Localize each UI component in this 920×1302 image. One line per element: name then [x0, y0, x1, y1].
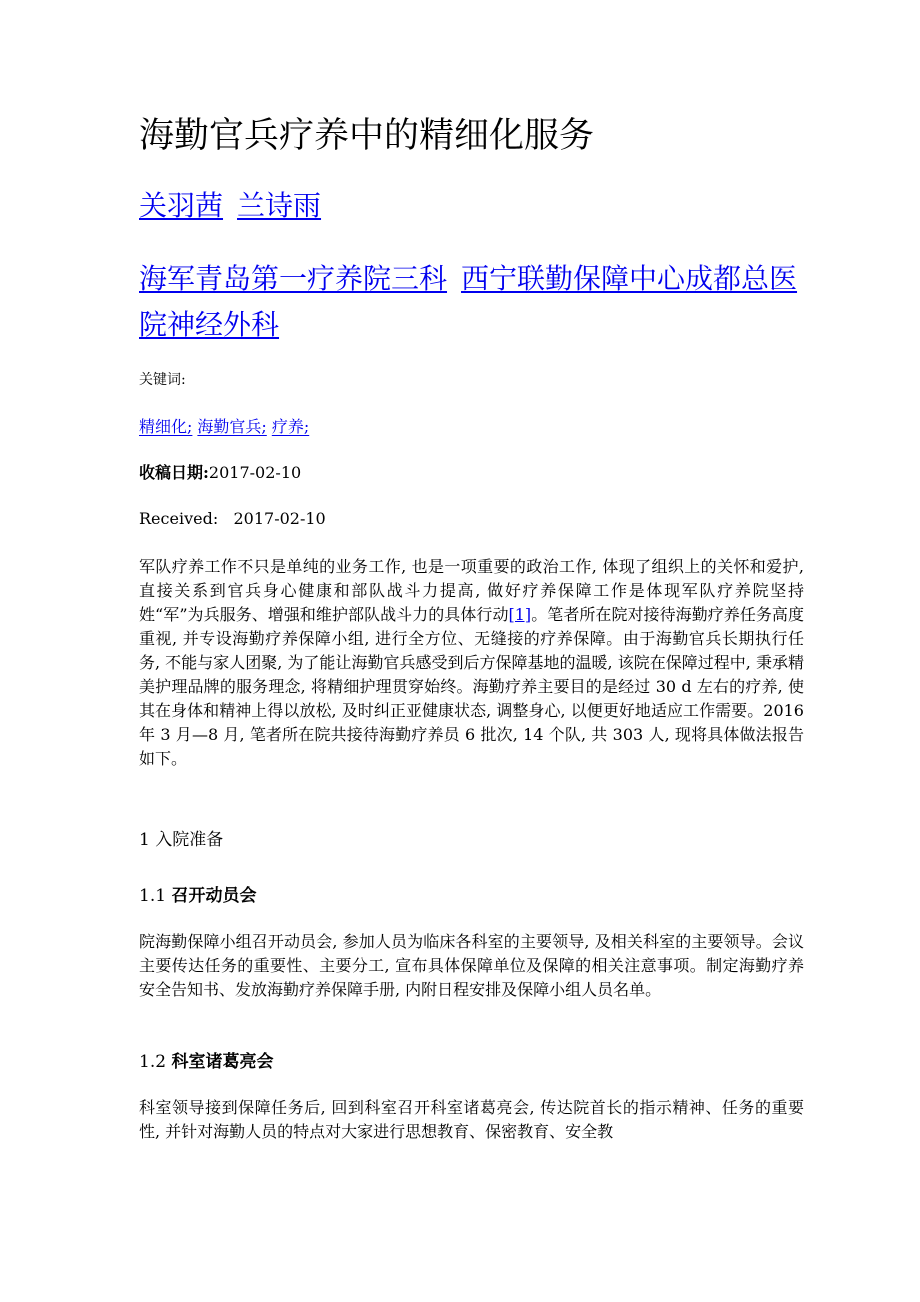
author-link[interactable]: 关羽茜	[139, 189, 224, 222]
intro-text-1: 军队疗养工作不只是单纯的业务工作, 也是一项重要的政治工作, 体现了组织上的关怀和爱护, 直接关系到官兵身心健康和部队战斗力提高, 做好疗养保障工作是体现军队疗养院坚持姓“军”为兵服务、增强和维护部队战斗力的具体行动	[139, 557, 804, 624]
intro-paragraph	[139, 555, 804, 771]
subsection-title: 召开动员会	[171, 886, 257, 906]
subsection-number: 1.1	[139, 886, 167, 906]
affiliation-list	[139, 256, 804, 348]
author-link[interactable]: 兰诗雨	[237, 189, 322, 222]
subsection-paragraph: 院海勤保障小组召开动员会, 参加人员为临床各科室的主要领导, 及相关科室的主要领导。会议主要传达任务的重要性、主要分工, 宣布具体保障单位及保障的相关注意事项。制定海勤疗养安全告知书、发放海勤疗养保障手册, 内附日程安排及保障小组人员名单。	[139, 932, 804, 999]
received-date-en	[139, 508, 326, 530]
received-date-cn-label: 收稿日期:	[139, 463, 209, 482]
subsection-heading	[139, 1050, 273, 1074]
keyword-link[interactable]: 精细化;	[139, 417, 193, 436]
subsection-title: 科室诸葛亮会	[171, 1052, 274, 1072]
intro-text-2: 。笔者所在院对接待海勤疗养任务高度重视, 并专设海勤疗养保障小组, 进行全方位、无缝接的疗养保障。由于海勤官兵长期执行任务, 不能与家人团聚, 为了能让海勤官兵感受到后方保障基地的温暖, 该院在保障过程中, 秉承精美护理品牌的服务理念, 将精细护理贯穿始终。海勤疗养主要目的是经过 30 d 左右的疗养, 使其在身体和精神上得以放松, 及时纠正亚健康状态, 调整身心, 以便更好地适应工作需要。2016 年 3 月—8 月, 笔者所在院共接待海勤疗养员 6 批次, 14 个队, 共 303 人, 现将具体做法报告如下。	[139, 605, 804, 768]
keywords-label: 关键词:	[139, 372, 186, 388]
article-title: 海勤官兵疗养中的精细化服务	[139, 116, 595, 156]
received-date-en-label: Received:	[139, 509, 219, 528]
received-date-en-value: 2017-02-10	[233, 509, 326, 528]
affiliation-link[interactable]: 西宁联勤保障中心成都总医院神经外科	[139, 262, 798, 341]
author-list	[139, 186, 321, 226]
received-date-cn	[139, 462, 301, 484]
subsection-number: 1.2	[139, 1052, 167, 1072]
keyword-link[interactable]: 疗养;	[271, 417, 310, 436]
section-heading: 1 入院准备	[139, 830, 224, 850]
subsection-heading	[139, 884, 256, 908]
reference-link[interactable]: [1]	[508, 605, 532, 624]
subsection-paragraph: 科室领导接到保障任务后, 回到科室召开科室诸葛亮会, 传达院首长的指示精神、任务的重要性, 并针对海勤人员的特点对大家进行思想教育、保密教育、安全教	[139, 1098, 804, 1141]
affiliation-link[interactable]: 海军青岛第一疗养院三科	[139, 262, 448, 295]
received-date-cn-value: 2017-02-10	[208, 463, 302, 482]
keyword-list	[139, 416, 309, 438]
keyword-link[interactable]: 海勤官兵;	[197, 417, 267, 436]
